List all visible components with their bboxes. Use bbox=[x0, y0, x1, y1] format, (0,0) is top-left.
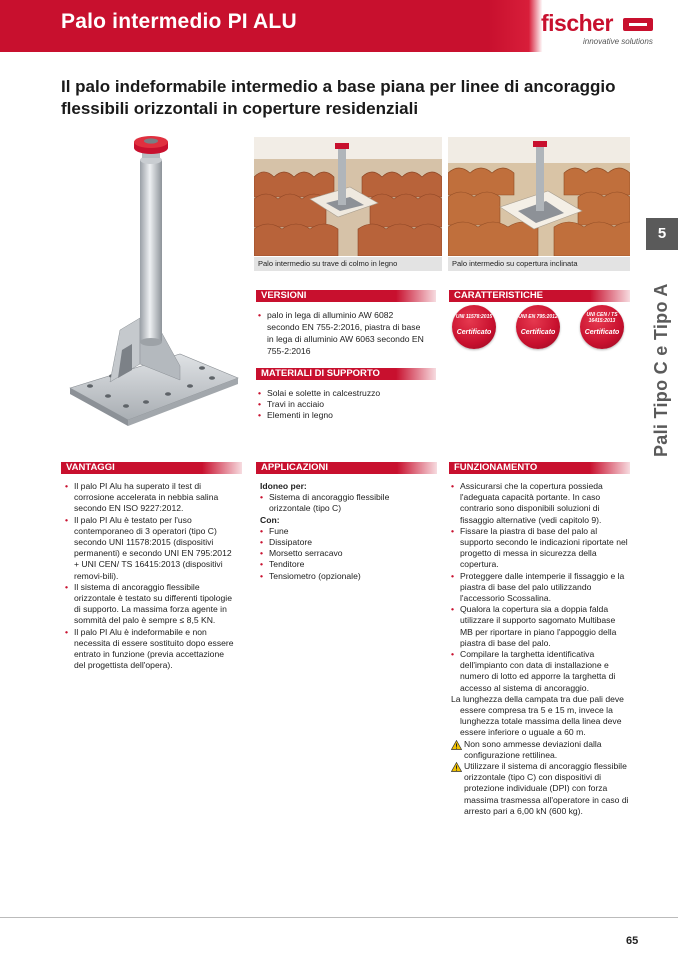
brand-mark-icon bbox=[623, 18, 653, 31]
headline: Il palo indeformabile intermedio a base piana per linee di ancoraggio flessibili orizzontali in coperture residenziali bbox=[61, 77, 616, 118]
list-item: • Assicurarsi che la copertura possieda l'adeguata capacità portante. In caso contrario sono disponibili soluzioni di fissaggio alternative (vedi capitolo 9). bbox=[451, 481, 629, 526]
idoneo-list bbox=[260, 492, 432, 514]
brand-wordmark: fischer bbox=[541, 10, 613, 36]
list-item: • Morsetto serracavo bbox=[260, 548, 432, 559]
applicazioni-block bbox=[260, 481, 432, 582]
photo-sloped-roof bbox=[448, 137, 636, 256]
con-label: Con: bbox=[260, 514, 280, 525]
brand-logo bbox=[541, 10, 653, 46]
photo-caption: Palo intermedio su trave di colmo in legno bbox=[254, 257, 442, 271]
list-item: • Il sistema di ancoraggio flessibile orizzontale è testato su differenti tipologie di supporto. La massima forza agente in sommità del palo è sempre ≤ 8,5 KN. bbox=[65, 582, 237, 627]
list-item: • Sistema di ancoraggio flessibile orizzontale (tipo C) bbox=[260, 492, 432, 514]
list-item: • Il palo PI Alu ha superato il test di corrosione accelerata in nebbia salina secondo EN ISO 9227:2012. bbox=[65, 481, 237, 515]
list-item: • Elementi in legno bbox=[258, 410, 428, 421]
section-header-applicazioni: APPLICAZIONI bbox=[256, 462, 437, 474]
vantaggi-list bbox=[65, 481, 237, 671]
list-item: • Fune bbox=[260, 526, 432, 537]
section-header-caratteristiche: CARATTERISTICHE bbox=[449, 290, 630, 302]
list-item: • Solai e solette in calcestruzzo bbox=[258, 388, 428, 399]
certificate-badge bbox=[516, 305, 560, 349]
warning-item bbox=[451, 739, 629, 761]
certificate-standard: UNI CEN / TS 16415:2013 bbox=[586, 312, 618, 324]
photo-caption: Palo intermedio su copertura inclinata bbox=[448, 257, 630, 271]
list-item: • Il palo PI Alu è testato per l'uso contemporaneo di 3 operatori (tipo C) secondo UNI 11578:2015 (dispositivi permanenti) e secondo UNI EN 795:2012 + UNI CEN/ TS 16415:2013 (dispositivi removi-bili). bbox=[65, 515, 237, 582]
warning-item bbox=[451, 761, 629, 817]
certificate-standard: UNI 11578:2015 bbox=[455, 314, 493, 320]
certificate-label: Certificato bbox=[456, 329, 492, 336]
list-item: • Il palo PI Alu è indeformabile e non necessita di essere sostituito dopo essere entrato in funzione (previa accettazione del progettista dell'opera). bbox=[65, 627, 237, 672]
chapter-tab: 5 bbox=[646, 218, 678, 250]
list-item: • Dissipatore bbox=[260, 537, 432, 548]
idoneo-label: Idoneo per: bbox=[260, 481, 307, 491]
materiali-list bbox=[258, 388, 428, 422]
section-header-vantaggi: VANTAGGI bbox=[61, 462, 242, 474]
list-item: • Tensiometro (opzionale) bbox=[260, 571, 432, 582]
list-item: • Fissare la piastra di base del palo al supporto secondo le indicazioni riportate nel progetto di messa in sicurezza della copertura. bbox=[451, 526, 629, 571]
list-item: • Proteggere dalle intemperie il fissaggio e la piastra di base del palo utilizzando l'accessorio Scossalina. bbox=[451, 571, 629, 605]
funzionamento-list bbox=[451, 481, 629, 694]
certificate-badge bbox=[452, 305, 496, 349]
span-length-note: La lunghezza della campata tra due pali deve essere compresa tra 5 e 15 m, invece la lunghezza totale massima della linea deve essere inferiore o uguale a 60 m. bbox=[451, 693, 624, 738]
brand-tagline: innovative solutions bbox=[583, 37, 653, 46]
certificate-label: Certificato bbox=[520, 329, 556, 336]
page-title: Palo intermedio PI ALU bbox=[61, 10, 297, 33]
certificate-badge bbox=[580, 305, 624, 349]
section-header-funzionamento: FUNZIONAMENTO bbox=[449, 462, 630, 474]
footer-divider bbox=[0, 917, 678, 918]
warning-icon bbox=[451, 762, 462, 772]
list-item: • Tenditore bbox=[260, 559, 432, 570]
list-item: • Qualora la copertura sia a doppia falda utilizzare il supporto sagomato Multibase MB per riportare in piano l'appoggio della piastra di base del palo. bbox=[451, 604, 629, 649]
product-image bbox=[62, 130, 242, 450]
certificate-label: Certificato bbox=[584, 329, 620, 336]
warning-text: Utilizzare il sistema di ancoraggio flessibile orizzontale (tipo C) con dispositivi di protezione individuale (DPI) con forza massima trasmessa all'operatore in caso di arresto pari a 6,00 kN (600 kg). bbox=[464, 761, 629, 816]
funzionamento-block bbox=[451, 481, 629, 817]
warning-icon bbox=[451, 740, 462, 750]
certificate-standard: UNI EN 795:2012 bbox=[518, 314, 558, 320]
list-item: • palo in lega di alluminio AW 6082 secondo EN 755-2:2016, piastra di base in lega di alluminio AW 6063 secondo EN 755-2:2016 bbox=[258, 309, 428, 357]
photo-ridge-beam bbox=[254, 137, 442, 256]
con-list bbox=[260, 526, 432, 582]
warning-text: Non sono ammesse deviazioni dalla configurazione rettilinea. bbox=[464, 738, 602, 760]
section-header-versioni: VERSIONI bbox=[256, 290, 436, 302]
list-item: • Compilare la targhetta identificativa dell'impianto con data di installazione e numero di lotto ed apporre la targhetta di accesso al sistema di ancoraggio. bbox=[451, 649, 629, 694]
list-item: • Travi in acciaio bbox=[258, 399, 428, 410]
section-header-materiali: MATERIALI DI SUPPORTO bbox=[256, 368, 436, 380]
versioni-list bbox=[258, 309, 428, 357]
page-number: 65 bbox=[626, 935, 639, 947]
chapter-label: Pali Tipo C e Tipo A bbox=[651, 283, 671, 457]
